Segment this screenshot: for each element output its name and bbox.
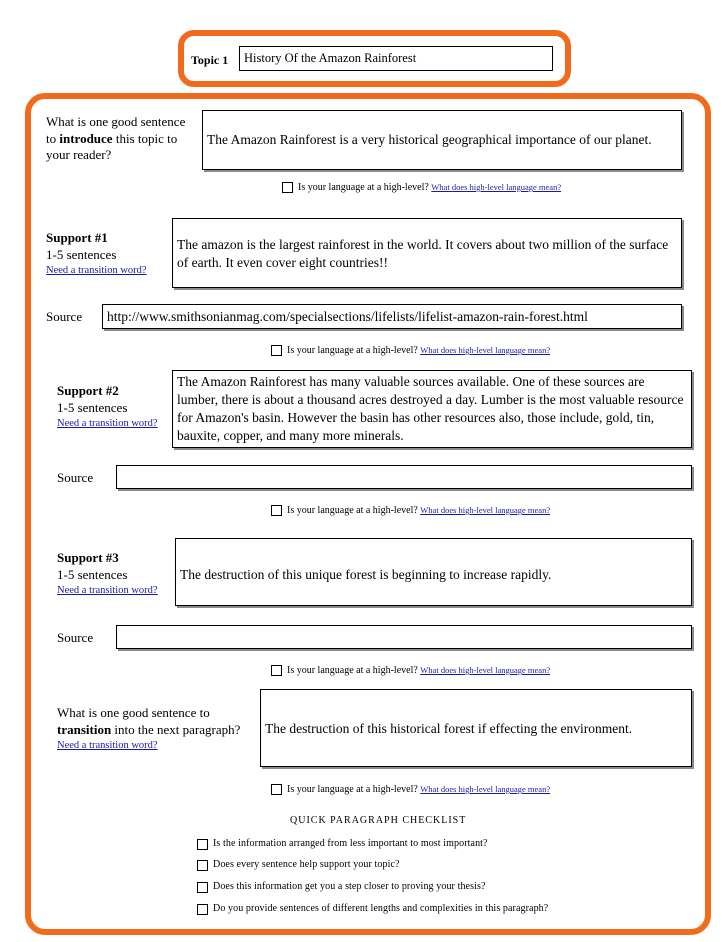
support3-label: [57, 550, 158, 600]
hl-checkbox-3[interactable]: [271, 505, 282, 516]
hl-checkbox-2[interactable]: [271, 345, 282, 356]
hl-link[interactable]: What does high-level language mean?: [420, 505, 551, 515]
checklist-checkbox-2[interactable]: [197, 860, 208, 871]
support2-sub: 1-5 sentences: [57, 399, 128, 415]
hl-row-3: [287, 504, 550, 517]
support1-source-input[interactable]: http://www.smithsonianmag.com/specialsections/lifelists/lifelist-amazon-rain-forest.html: [102, 304, 682, 329]
intro-bold: introduce: [59, 130, 113, 146]
support2-source-label: Source: [57, 470, 94, 485]
hl-row-4: [287, 664, 550, 677]
transition-post: into the next paragraph?: [114, 721, 241, 737]
intro-question-line2: [46, 131, 216, 148]
topic-input[interactable]: History Of the Amazon Rainforest: [239, 46, 553, 71]
support1-label: [46, 230, 147, 280]
support3-sub: 1-5 sentences: [57, 566, 128, 582]
hl-link[interactable]: What does high-level language mean?: [420, 665, 551, 675]
intro-answer-box[interactable]: The Amazon Rainforest is a very historical geographical importance of our planet.: [202, 110, 682, 170]
checklist-item-3: Does this information get you a step closer to proving your thesis?: [213, 881, 486, 892]
transition-question-line1: What is one good sentence to: [57, 705, 210, 720]
intro-post: this topic to: [115, 130, 178, 146]
intro-question-line3: your reader?: [46, 147, 112, 162]
support3-transition-link[interactable]: Need a transition word?: [57, 585, 158, 596]
support1-sub: 1-5 sentences: [46, 246, 117, 262]
hl-question: Is your language at a high-level?: [287, 784, 418, 795]
hl-question: Is your language at a high-level?: [287, 665, 418, 676]
checklist-checkbox-1[interactable]: [197, 839, 208, 850]
checklist-checkbox-3[interactable]: [197, 882, 208, 893]
hl-link[interactable]: What does high-level language mean?: [420, 784, 551, 794]
checklist-item-4: Do you provide sentences of different lengths and complexities in this paragraph?: [213, 903, 549, 914]
intro-pre: to: [46, 130, 57, 146]
checklist-checkbox-4[interactable]: [197, 904, 208, 915]
support3-source-label: Source: [57, 630, 94, 645]
transition-answer-box[interactable]: The destruction of this historical forest if effecting the environment.: [260, 689, 692, 767]
hl-link[interactable]: What does high-level language mean?: [431, 182, 562, 192]
hl-link[interactable]: What does high-level language mean?: [420, 345, 551, 355]
hl-checkbox-4[interactable]: [271, 665, 282, 676]
support1-answer-box[interactable]: The amazon is the largest rainforest in the world. It covers about two million of the surface of earth. It even cover eight countries!!: [172, 218, 682, 288]
checklist-item-1: Is the information arranged from less important to most important?: [213, 838, 488, 849]
hl-question: Is your language at a high-level?: [287, 505, 418, 516]
support3-answer-box[interactable]: The destruction of this unique forest is beginning to increase rapidly.: [175, 538, 692, 606]
support2-label: [57, 383, 158, 433]
transition-bold: transition: [57, 721, 112, 737]
hl-row-5: [287, 783, 550, 796]
hl-checkbox-1[interactable]: [282, 182, 293, 193]
support1-title: Support #1: [46, 230, 108, 245]
checklist-title: QUICK PARAGRAPH CHECKLIST: [290, 815, 467, 826]
topic-label: Topic 1: [191, 53, 229, 67]
support3-title: Support #3: [57, 550, 119, 565]
transition-question-line2: [57, 722, 240, 739]
support1-transition-link[interactable]: Need a transition word?: [46, 265, 147, 276]
intro-question-line1: What is one good sentence: [46, 114, 186, 129]
transition-question: [57, 705, 240, 755]
support2-source-input[interactable]: [116, 465, 692, 489]
hl-question: Is your language at a high-level?: [287, 345, 418, 356]
hl-checkbox-5[interactable]: [271, 784, 282, 795]
support2-title: Support #2: [57, 383, 119, 398]
support2-answer-box[interactable]: The Amazon Rainforest has many valuable sources available. One of these sources are lumber, there is about a thousand acres destroyed a day. Lumber is the most valuable resource for Amazon's basin. However the basin has other resources also, those include, gold, tin, bauxite, copper, and many more minerals.: [172, 370, 692, 448]
hl-row-1: [298, 181, 561, 194]
support3-source-input[interactable]: [116, 625, 692, 649]
transition-link[interactable]: Need a transition word?: [57, 740, 158, 751]
intro-question: [46, 114, 216, 164]
hl-row-2: [287, 344, 550, 357]
hl-question: Is your language at a high-level?: [298, 182, 429, 193]
support1-source-label: Source: [46, 309, 83, 324]
checklist-item-2: Does every sentence help support your topic?: [213, 859, 400, 870]
support2-transition-link[interactable]: Need a transition word?: [57, 418, 158, 429]
